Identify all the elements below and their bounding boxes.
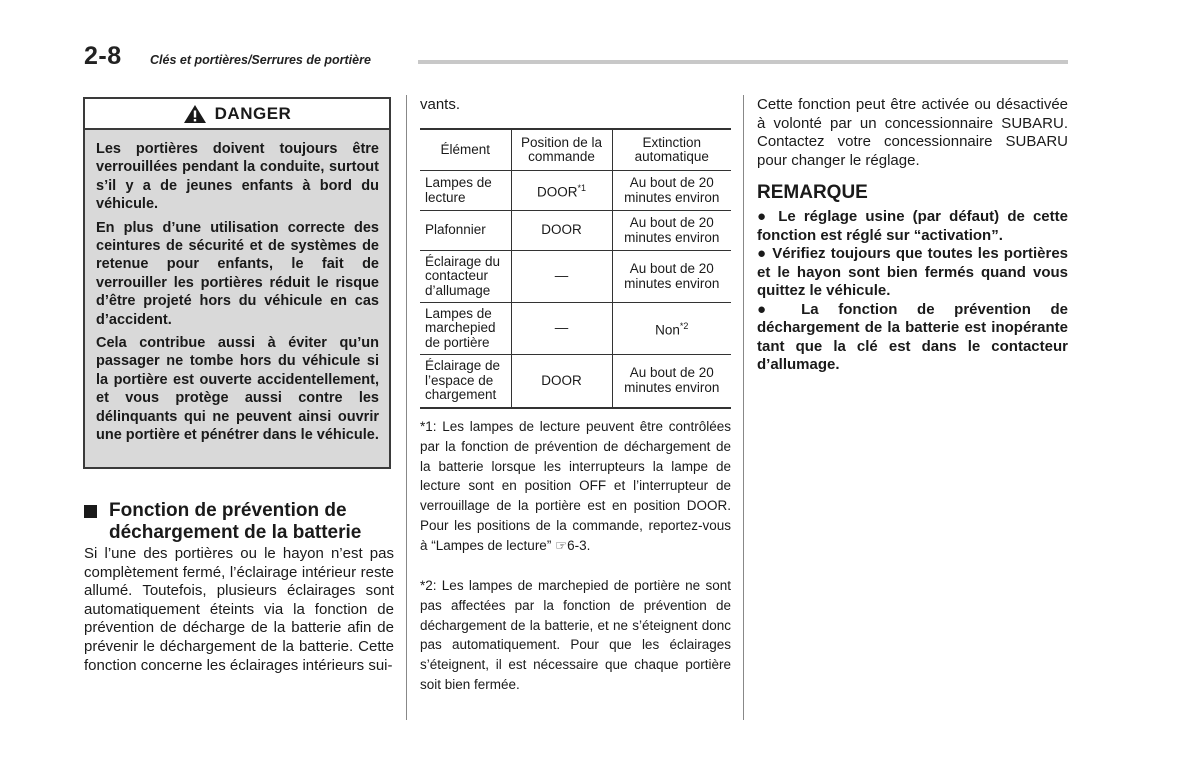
section-heading <box>84 500 394 544</box>
page-number: 2-8 <box>84 42 122 70</box>
table-cell: DOOR <box>511 211 612 251</box>
table-cell: Éclairage de l’espace de chargement <box>420 355 511 408</box>
table-cell: Non$^{*2}$ <box>612 303 731 355</box>
table-header: Extinction automatique <box>612 129 731 171</box>
section-body: Si l’une des portières ou le hayon n’est pas complètement fermé, l’éclairage intérieur reste allumé. Toutefois, plusieurs éclairages sont automatiquement éteints via la fonction de prévention de décharge de la batterie afin de prévenir le déchargement de la batterie. Cette fonction concerne les éclairages intérieurs sui- <box>84 545 394 674</box>
table-row <box>420 171 731 211</box>
table-cell: Au bout de 20 minutes environ <box>612 211 731 251</box>
danger-paragraph: En plus d’une utilisation correcte des ceintures de sécurité et de systèmes de retenue pour enfants, le fait de verrouiller les portières réduit le risque d’être projeté hors du véhicule en cas d’accident. <box>96 219 379 328</box>
remarque-item: ● La fonction de prévention de déchargement de la batterie est inopérante tant que la clé est dans le contacteur d’allumage. <box>757 300 1068 373</box>
continuation-text: vants. <box>420 96 461 113</box>
danger-paragraph: Les portières doivent toujours être verrouillées pendant la conduite, surtout s’il y a de jeunes enfants à bord du véhicule. <box>96 141 379 213</box>
table-cell: Lampes de marchepied de portière <box>420 303 511 355</box>
table-cell: — <box>511 251 612 303</box>
remarque-item: ● Vérifiez toujours que toutes les portières et le hayon sont bien fermés quand vous quittez le véhicule. <box>757 245 1068 299</box>
table-header-row <box>420 129 731 171</box>
danger-header <box>85 99 389 130</box>
warning-triangle-icon <box>183 104 207 124</box>
table-cell: Au bout de 20 minutes environ <box>612 251 731 303</box>
table-cell: Au bout de 20 minutes environ <box>612 355 731 408</box>
footnote-2: *2: Les lampes de marchepied de portière ne sont pas affectées par la fonction de prévention de déchargement de la batterie, et ne s’éteignent donc pas automatiquement. Pour que les éclairages s’éteignent, il est nécessaire que chaque portière soit bien fermée. <box>420 578 731 692</box>
table-header: Position de la commande <box>511 129 612 171</box>
column-divider <box>406 95 407 720</box>
section-title: Clés et portières/Serrures de portière <box>150 53 371 67</box>
table-cell: Lampes de lecture <box>420 171 511 211</box>
table-row <box>420 303 731 355</box>
table-cell: Plafonnier <box>420 211 511 251</box>
square-bullet-icon <box>84 505 97 518</box>
table-row <box>420 211 731 251</box>
table-cell: DOOR$^{*1}$ <box>511 171 612 211</box>
table-row <box>420 251 731 303</box>
table-cell: DOOR <box>511 355 612 408</box>
table-cell: — <box>511 303 612 355</box>
config-text: Cette fonction peut être activée ou désactivée à volonté par un concessionnaire SUBARU. Contactez votre concessionnaire SUBARU pour changer le réglage. <box>757 96 1068 169</box>
danger-paragraph: Cela contribue aussi à éviter qu’un passager ne tombe hors du véhicule si la portière est ouverte accidentellement, et vous protège aussi contre les délinquants qui ne peuvent ainsi ouvrir une portière et pénétrer dans le véhicule. <box>96 335 379 444</box>
section-heading-text: Fonction de prévention de déchargement de la batterie <box>109 500 362 543</box>
table-cell: Au bout de 20 minutes environ <box>612 171 731 211</box>
table-row <box>420 355 731 408</box>
remarque-list <box>757 208 1068 375</box>
danger-label: DANGER <box>214 103 292 123</box>
danger-body <box>85 130 389 445</box>
footnote-1: *1: Les lampes de lecture peuvent être contrôlées par la fonction de prévention de déchargement de la batterie lorsque les interrupteurs la lampe de lecture sont en position OFF et l’interrupteur de verrouillage de la portière est en position DOOR. Pour les positions de la commande, reportez-vous à “Lampes de lecture” ☞6-3. <box>420 419 731 553</box>
remarque-item: ● Le réglage usine (par défaut) de cette fonction est réglé sur “activation”. <box>757 208 1068 244</box>
column-divider <box>743 95 744 720</box>
table-cell: Éclairage du contacteur d’allumage <box>420 251 511 303</box>
remarque-title: REMARQUE <box>757 182 868 203</box>
table-header: Élément <box>420 129 511 171</box>
lighting-table <box>420 128 731 409</box>
danger-box <box>83 97 391 469</box>
